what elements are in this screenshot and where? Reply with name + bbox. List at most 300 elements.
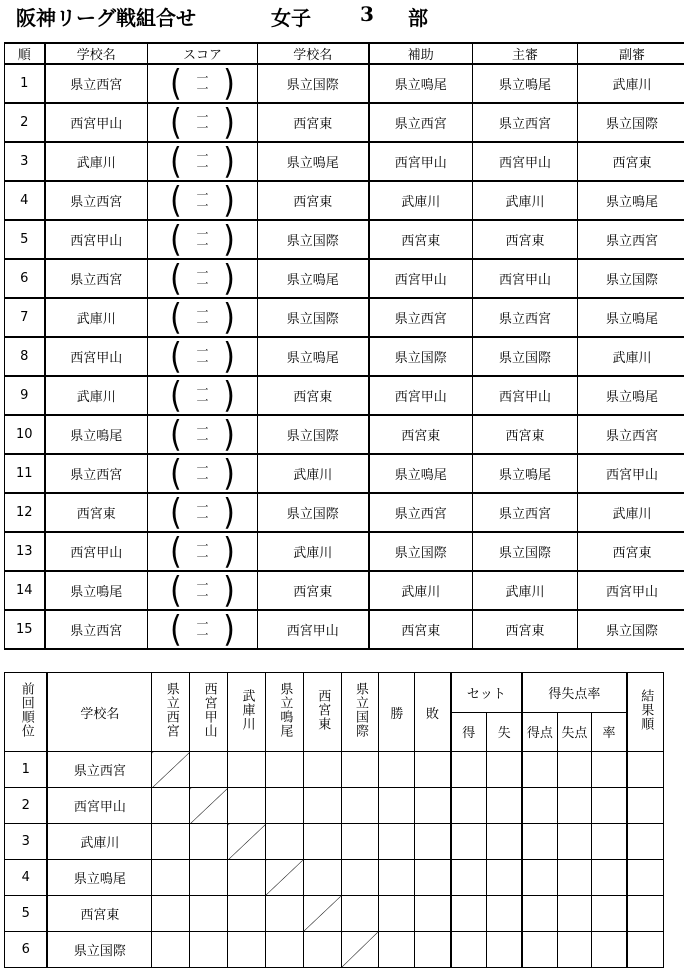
match-number: 2 bbox=[5, 103, 45, 142]
ratio-cell[interactable] bbox=[592, 860, 627, 896]
score-close-paren: ) bbox=[220, 217, 239, 260]
score-dashes bbox=[196, 187, 209, 213]
chief-referee-team: 西宮東 bbox=[473, 220, 578, 259]
table-row bbox=[5, 337, 684, 376]
result-cell[interactable] bbox=[341, 860, 379, 896]
school-name: 県立西宮 bbox=[47, 752, 151, 788]
header-opp-1: 県立西宮 bbox=[152, 673, 190, 752]
title-division-suffix: 部 bbox=[408, 6, 428, 30]
sub-referee-team: 県立鳴尾 bbox=[578, 181, 684, 220]
wins-cell[interactable] bbox=[379, 824, 415, 860]
score-open-paren: ( bbox=[166, 373, 185, 416]
result-cell[interactable] bbox=[341, 788, 379, 824]
header-ratio: 率 bbox=[592, 712, 627, 752]
score-dash-bottom: 一 bbox=[196, 393, 209, 408]
sub-referee-team: 県立西宮 bbox=[578, 415, 684, 454]
header-sets-won: 得 bbox=[451, 712, 487, 752]
score-dashes bbox=[196, 421, 209, 447]
table-row bbox=[5, 454, 684, 493]
assist-team: 西宮甲山 bbox=[369, 142, 473, 181]
score-dashes bbox=[196, 577, 209, 603]
team-b-name: 県立鳴尾 bbox=[258, 142, 369, 181]
team-b-name: 県立国際 bbox=[258, 493, 369, 532]
score-dashes bbox=[196, 382, 209, 408]
team-b-name: 西宮東 bbox=[258, 376, 369, 415]
chief-referee-team: 県立西宮 bbox=[473, 298, 578, 337]
header-sub-referee: 副審 bbox=[578, 43, 684, 64]
team-b-name: 県立国際 bbox=[258, 64, 369, 103]
points-for-cell[interactable] bbox=[522, 788, 557, 824]
score-close-paren: ) bbox=[220, 568, 239, 611]
score-cell[interactable] bbox=[148, 490, 258, 533]
score-dash-top: 一 bbox=[196, 421, 209, 436]
ratio-cell[interactable] bbox=[592, 824, 627, 860]
score-dash-top: 一 bbox=[196, 265, 209, 280]
score-close-paren: ) bbox=[220, 451, 239, 494]
team-a-name: 県立鳴尾 bbox=[45, 415, 148, 454]
header-opp-2: 西宮甲山 bbox=[190, 673, 228, 752]
wins-cell[interactable] bbox=[379, 860, 415, 896]
score-dash-top: 一 bbox=[196, 382, 209, 397]
match-number: 5 bbox=[5, 220, 45, 259]
header-score: スコア bbox=[148, 43, 258, 64]
result-cell[interactable] bbox=[265, 788, 303, 824]
result-cell[interactable] bbox=[265, 932, 303, 968]
score-dash-top: 一 bbox=[196, 499, 209, 514]
score-dash-top: 一 bbox=[196, 616, 209, 631]
points-against-cell[interactable] bbox=[557, 752, 592, 788]
assist-team: 県立国際 bbox=[369, 337, 473, 376]
score-cell[interactable] bbox=[148, 373, 258, 416]
score-dashes bbox=[196, 499, 209, 525]
team-a-name: 西宮甲山 bbox=[45, 337, 148, 376]
points-for-cell[interactable] bbox=[522, 932, 557, 968]
team-a-name: 西宮甲山 bbox=[45, 103, 148, 142]
score-close-paren: ) bbox=[220, 100, 239, 143]
assist-team: 県立国際 bbox=[369, 532, 473, 571]
table-row bbox=[5, 532, 684, 571]
result-cell[interactable] bbox=[265, 824, 303, 860]
sub-referee-team: 県立国際 bbox=[578, 259, 684, 298]
result-cell[interactable] bbox=[152, 860, 190, 896]
score-open-paren: ( bbox=[166, 100, 185, 143]
losses-cell[interactable] bbox=[415, 896, 451, 932]
team-b-name: 西宮甲山 bbox=[258, 610, 369, 649]
school-name: 県立国際 bbox=[47, 932, 151, 968]
table-row bbox=[5, 932, 664, 968]
team-a-name: 武庫川 bbox=[45, 298, 148, 337]
school-name: 西宮甲山 bbox=[47, 788, 151, 824]
header-losses: 敗 bbox=[415, 673, 451, 752]
points-for-cell[interactable] bbox=[522, 752, 557, 788]
result-cell[interactable] bbox=[152, 932, 190, 968]
result-rank-cell[interactable] bbox=[627, 932, 664, 968]
result-cell[interactable] bbox=[228, 860, 266, 896]
result-cell[interactable] bbox=[265, 752, 303, 788]
sets-lost-cell[interactable] bbox=[486, 860, 522, 896]
wins-cell[interactable] bbox=[379, 788, 415, 824]
team-b-name: 西宮東 bbox=[258, 181, 369, 220]
result-cell[interactable] bbox=[303, 752, 341, 788]
result-cell[interactable] bbox=[152, 896, 190, 932]
title-main: 阪神リーグ戦組合せ bbox=[16, 6, 196, 30]
header-points-for: 得点 bbox=[522, 712, 557, 752]
header-sets-lost: 失 bbox=[486, 712, 522, 752]
result-cell[interactable] bbox=[190, 932, 228, 968]
score-close-paren: ) bbox=[220, 139, 239, 182]
score-dash-top: 一 bbox=[196, 226, 209, 241]
score-cell[interactable] bbox=[148, 295, 258, 338]
result-cell[interactable] bbox=[341, 752, 379, 788]
score-dash-bottom: 一 bbox=[196, 315, 209, 330]
header-school-a: 学校名 bbox=[45, 43, 148, 64]
match-number: 14 bbox=[5, 571, 45, 610]
table-row bbox=[5, 220, 684, 259]
table-row bbox=[5, 376, 684, 415]
team-a-name: 県立西宮 bbox=[45, 64, 148, 103]
diagonal-cell bbox=[303, 896, 341, 932]
header-school-b: 学校名 bbox=[258, 43, 369, 64]
prev-rank: 6 bbox=[5, 932, 48, 968]
match-number: 1 bbox=[5, 64, 45, 103]
score-cell[interactable] bbox=[148, 334, 258, 377]
score-cell[interactable] bbox=[148, 256, 258, 299]
page-title bbox=[16, 2, 428, 31]
score-cell[interactable] bbox=[148, 451, 258, 494]
score-dash-top: 一 bbox=[196, 304, 209, 319]
score-cell[interactable] bbox=[148, 607, 258, 650]
result-cell[interactable] bbox=[228, 752, 266, 788]
sets-won-cell[interactable] bbox=[451, 752, 487, 788]
result-cell[interactable] bbox=[303, 932, 341, 968]
score-dash-bottom: 一 bbox=[196, 432, 209, 447]
score-close-paren: ) bbox=[220, 256, 239, 299]
prev-rank: 4 bbox=[5, 860, 48, 896]
team-b-name: 県立国際 bbox=[258, 220, 369, 259]
wins-cell[interactable] bbox=[379, 896, 415, 932]
team-a-name: 県立鳴尾 bbox=[45, 571, 148, 610]
score-dash-bottom: 一 bbox=[196, 588, 209, 603]
score-open-paren: ( bbox=[166, 568, 185, 611]
header-points-against: 失点 bbox=[557, 712, 592, 752]
prev-rank: 2 bbox=[5, 788, 48, 824]
score-close-paren: ) bbox=[220, 529, 239, 572]
points-against-cell[interactable] bbox=[557, 932, 592, 968]
chief-referee-team: 県立西宮 bbox=[473, 103, 578, 142]
chief-referee-team: 県立国際 bbox=[473, 337, 578, 376]
match-number: 4 bbox=[5, 181, 45, 220]
diagonal-cell bbox=[265, 860, 303, 896]
table-row bbox=[5, 103, 684, 142]
result-cell[interactable] bbox=[190, 752, 228, 788]
score-open-paren: ( bbox=[166, 529, 185, 572]
result-rank-cell[interactable] bbox=[627, 896, 664, 932]
score-dashes bbox=[196, 616, 209, 642]
score-dashes bbox=[196, 109, 209, 135]
header-opp-5: 西宮東 bbox=[303, 673, 341, 752]
sets-won-cell[interactable] bbox=[451, 860, 487, 896]
header-chief-referee: 主審 bbox=[473, 43, 578, 64]
match-number: 9 bbox=[5, 376, 45, 415]
team-b-name: 西宮東 bbox=[258, 571, 369, 610]
header-sets: セット bbox=[451, 673, 523, 713]
score-cell[interactable] bbox=[148, 412, 258, 455]
result-cell[interactable] bbox=[190, 896, 228, 932]
team-b-name: 県立国際 bbox=[258, 415, 369, 454]
score-dash-bottom: 一 bbox=[196, 549, 209, 564]
team-b-name: 武庫川 bbox=[258, 532, 369, 571]
chief-referee-team: 県立西宮 bbox=[473, 493, 578, 532]
score-close-paren: ) bbox=[220, 178, 239, 221]
score-dash-top: 一 bbox=[196, 109, 209, 124]
result-cell[interactable] bbox=[303, 824, 341, 860]
result-cell[interactable] bbox=[341, 896, 379, 932]
assist-team: 西宮東 bbox=[369, 220, 473, 259]
header-wins: 勝 bbox=[379, 673, 415, 752]
ratio-cell[interactable] bbox=[592, 896, 627, 932]
match-schedule-table bbox=[4, 42, 684, 650]
score-dash-bottom: 一 bbox=[196, 627, 209, 642]
assist-team: 県立西宮 bbox=[369, 298, 473, 337]
points-against-cell[interactable] bbox=[557, 824, 592, 860]
sets-won-cell[interactable] bbox=[451, 788, 487, 824]
result-rank-cell[interactable] bbox=[627, 752, 664, 788]
chief-referee-team: 西宮東 bbox=[473, 415, 578, 454]
team-b-name: 西宮東 bbox=[258, 103, 369, 142]
score-dashes bbox=[196, 70, 209, 96]
losses-cell[interactable] bbox=[415, 788, 451, 824]
sub-referee-team: 西宮甲山 bbox=[578, 571, 684, 610]
chief-referee-team: 武庫川 bbox=[473, 571, 578, 610]
table-row bbox=[5, 142, 684, 181]
match-number: 6 bbox=[5, 259, 45, 298]
title-division-number: 3 bbox=[360, 2, 374, 26]
match-number: 13 bbox=[5, 532, 45, 571]
result-rank-cell[interactable] bbox=[627, 824, 664, 860]
sub-referee-team: 武庫川 bbox=[578, 64, 684, 103]
header-assist: 補助 bbox=[369, 43, 473, 64]
sub-referee-team: 県立国際 bbox=[578, 610, 684, 649]
assist-team: 西宮甲山 bbox=[369, 376, 473, 415]
table-row bbox=[5, 181, 684, 220]
team-a-name: 西宮甲山 bbox=[45, 220, 148, 259]
table-row bbox=[5, 752, 664, 788]
header-points-ratio: 得失点率 bbox=[522, 673, 626, 713]
team-a-name: 西宮東 bbox=[45, 493, 148, 532]
score-close-paren: ) bbox=[220, 334, 239, 377]
ratio-cell[interactable] bbox=[592, 788, 627, 824]
score-dash-bottom: 一 bbox=[196, 81, 209, 96]
result-cell[interactable] bbox=[152, 788, 190, 824]
diagonal-cell bbox=[228, 824, 266, 860]
assist-team: 西宮甲山 bbox=[369, 259, 473, 298]
sets-lost-cell[interactable] bbox=[486, 896, 522, 932]
team-b-name: 県立国際 bbox=[258, 298, 369, 337]
team-b-name: 県立鳴尾 bbox=[258, 259, 369, 298]
score-dashes bbox=[196, 265, 209, 291]
result-rank-cell[interactable] bbox=[627, 860, 664, 896]
sets-lost-cell[interactable] bbox=[486, 788, 522, 824]
sets-won-cell[interactable] bbox=[451, 896, 487, 932]
match-number: 10 bbox=[5, 415, 45, 454]
header-opp-3: 武庫川 bbox=[228, 673, 266, 752]
sub-referee-team: 県立鳴尾 bbox=[578, 298, 684, 337]
score-dash-bottom: 一 bbox=[196, 159, 209, 174]
points-for-cell[interactable] bbox=[522, 860, 557, 896]
score-dash-top: 一 bbox=[196, 187, 209, 202]
score-dash-top: 一 bbox=[196, 538, 209, 553]
match-number: 8 bbox=[5, 337, 45, 376]
points-against-cell[interactable] bbox=[557, 788, 592, 824]
assist-team: 武庫川 bbox=[369, 571, 473, 610]
score-cell[interactable] bbox=[148, 178, 258, 221]
sub-referee-team: 武庫川 bbox=[578, 337, 684, 376]
table-row bbox=[5, 571, 684, 610]
score-cell[interactable] bbox=[148, 61, 258, 104]
result-rank-cell[interactable] bbox=[627, 788, 664, 824]
match-number: 12 bbox=[5, 493, 45, 532]
table-row bbox=[5, 824, 664, 860]
sub-referee-team: 西宮東 bbox=[578, 142, 684, 181]
score-open-paren: ( bbox=[166, 412, 185, 455]
points-against-cell[interactable] bbox=[557, 860, 592, 896]
match-number: 7 bbox=[5, 298, 45, 337]
prev-rank: 3 bbox=[5, 824, 48, 860]
result-cell[interactable] bbox=[152, 824, 190, 860]
score-dash-bottom: 一 bbox=[196, 471, 209, 486]
table-row bbox=[5, 860, 664, 896]
score-cell[interactable] bbox=[148, 139, 258, 182]
sets-won-cell[interactable] bbox=[451, 824, 487, 860]
title-gender: 女子 bbox=[271, 6, 311, 30]
team-b-name: 武庫川 bbox=[258, 454, 369, 493]
score-open-paren: ( bbox=[166, 61, 185, 104]
assist-team: 西宮東 bbox=[369, 415, 473, 454]
header-order: 順 bbox=[5, 43, 45, 64]
score-dashes bbox=[196, 304, 209, 330]
header-standings-school: 学校名 bbox=[47, 673, 151, 752]
sets-lost-cell[interactable] bbox=[486, 752, 522, 788]
team-a-name: 県立西宮 bbox=[45, 454, 148, 493]
score-cell[interactable] bbox=[148, 529, 258, 572]
table-row bbox=[5, 788, 664, 824]
result-cell[interactable] bbox=[228, 932, 266, 968]
table-row bbox=[5, 610, 684, 649]
sets-lost-cell[interactable] bbox=[486, 824, 522, 860]
score-open-paren: ( bbox=[166, 256, 185, 299]
table-row bbox=[5, 896, 664, 932]
losses-cell[interactable] bbox=[415, 752, 451, 788]
team-a-name: 武庫川 bbox=[45, 142, 148, 181]
team-a-name: 県立西宮 bbox=[45, 259, 148, 298]
points-against-cell[interactable] bbox=[557, 896, 592, 932]
score-dash-bottom: 一 bbox=[196, 510, 209, 525]
points-for-cell[interactable] bbox=[522, 896, 557, 932]
result-cell[interactable] bbox=[341, 824, 379, 860]
match-number: 3 bbox=[5, 142, 45, 181]
score-close-paren: ) bbox=[220, 490, 239, 533]
chief-referee-team: 西宮東 bbox=[473, 610, 578, 649]
school-name: 県立鳴尾 bbox=[47, 860, 151, 896]
score-dash-top: 一 bbox=[196, 70, 209, 85]
table-row bbox=[5, 493, 684, 532]
sets-won-cell[interactable] bbox=[451, 932, 487, 968]
score-cell[interactable] bbox=[148, 217, 258, 260]
chief-referee-team: 西宮甲山 bbox=[473, 142, 578, 181]
prev-rank: 1 bbox=[5, 752, 48, 788]
wins-cell[interactable] bbox=[379, 752, 415, 788]
sub-referee-team: 県立鳴尾 bbox=[578, 376, 684, 415]
score-dash-top: 一 bbox=[196, 148, 209, 163]
assist-team: 西宮東 bbox=[369, 610, 473, 649]
header-opp-6: 県立国際 bbox=[341, 673, 379, 752]
score-dash-bottom: 一 bbox=[196, 354, 209, 369]
ratio-cell[interactable] bbox=[592, 752, 627, 788]
score-close-paren: ) bbox=[220, 61, 239, 104]
chief-referee-team: 西宮甲山 bbox=[473, 376, 578, 415]
result-cell[interactable] bbox=[265, 896, 303, 932]
score-dash-bottom: 一 bbox=[196, 120, 209, 135]
score-cell[interactable] bbox=[148, 568, 258, 611]
table-row bbox=[5, 415, 684, 454]
result-cell[interactable] bbox=[190, 860, 228, 896]
score-cell[interactable] bbox=[148, 100, 258, 143]
team-b-name: 県立鳴尾 bbox=[258, 337, 369, 376]
match-number: 11 bbox=[5, 454, 45, 493]
score-open-paren: ( bbox=[166, 490, 185, 533]
score-dashes bbox=[196, 226, 209, 252]
score-open-paren: ( bbox=[166, 139, 185, 182]
ratio-cell[interactable] bbox=[592, 932, 627, 968]
team-a-name: 西宮甲山 bbox=[45, 532, 148, 571]
wins-cell[interactable] bbox=[379, 932, 415, 968]
team-a-name: 武庫川 bbox=[45, 376, 148, 415]
losses-cell[interactable] bbox=[415, 824, 451, 860]
result-cell[interactable] bbox=[190, 824, 228, 860]
header-opp-4: 県立鳴尾 bbox=[265, 673, 303, 752]
points-for-cell[interactable] bbox=[522, 824, 557, 860]
chief-referee-team: 県立鳴尾 bbox=[473, 64, 578, 103]
assist-team: 県立西宮 bbox=[369, 103, 473, 142]
result-cell[interactable] bbox=[303, 860, 341, 896]
result-cell[interactable] bbox=[228, 896, 266, 932]
match-number: 15 bbox=[5, 610, 45, 649]
result-cell[interactable] bbox=[303, 788, 341, 824]
school-name: 西宮東 bbox=[47, 896, 151, 932]
table-row bbox=[5, 259, 684, 298]
score-dashes bbox=[196, 538, 209, 564]
sets-lost-cell[interactable] bbox=[486, 932, 522, 968]
sub-referee-team: 武庫川 bbox=[578, 493, 684, 532]
result-cell[interactable] bbox=[228, 788, 266, 824]
score-open-paren: ( bbox=[166, 178, 185, 221]
team-a-name: 県立西宮 bbox=[45, 181, 148, 220]
score-dash-bottom: 一 bbox=[196, 237, 209, 252]
score-open-paren: ( bbox=[166, 217, 185, 260]
chief-referee-team: 西宮甲山 bbox=[473, 259, 578, 298]
school-name: 武庫川 bbox=[47, 824, 151, 860]
chief-referee-team: 県立鳴尾 bbox=[473, 454, 578, 493]
losses-cell[interactable] bbox=[415, 932, 451, 968]
diagonal-cell bbox=[190, 788, 228, 824]
table-row bbox=[5, 298, 684, 337]
losses-cell[interactable] bbox=[415, 860, 451, 896]
chief-referee-team: 県立国際 bbox=[473, 532, 578, 571]
score-dash-top: 一 bbox=[196, 460, 209, 475]
sub-referee-team: 県立西宮 bbox=[578, 220, 684, 259]
team-a-name: 県立西宮 bbox=[45, 610, 148, 649]
score-open-paren: ( bbox=[166, 451, 185, 494]
